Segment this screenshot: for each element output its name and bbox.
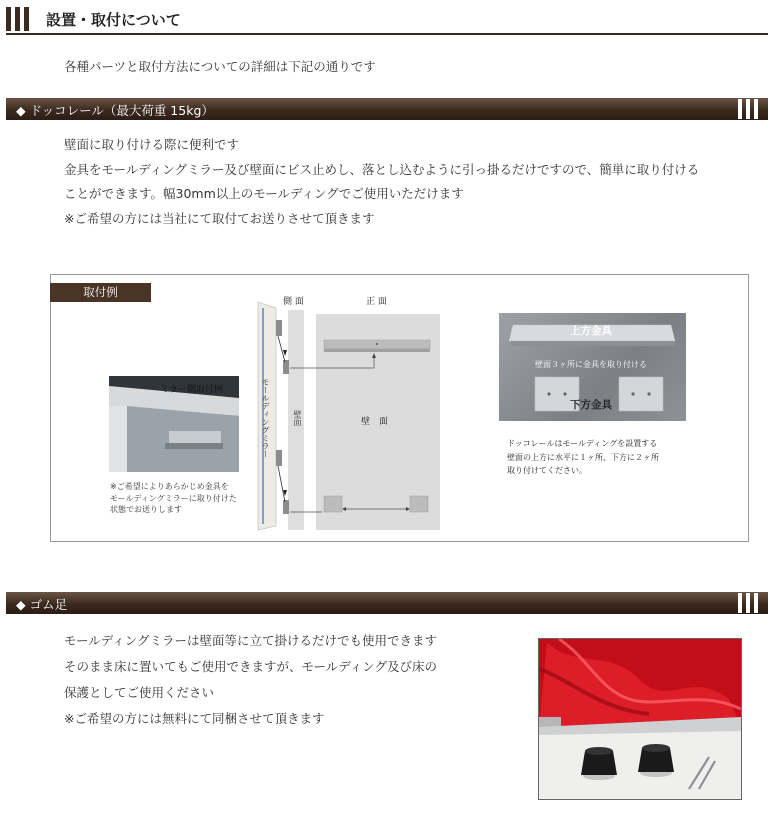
bracket-description: [507, 437, 659, 478]
body-line: 金具をモールディングミラー及び壁面にビス止めし、落とし込むように引っ掛るだけですので、簡単に取り付ける: [64, 161, 700, 177]
page-title: 設置・取付について: [46, 11, 181, 29]
lower-bracket-label: 下方金具: [570, 399, 612, 411]
body-line: モールディングミラーは壁面等に立て掛けるだけでも使用できます: [64, 633, 438, 648]
upper-bracket-label: 上方金具: [570, 325, 612, 337]
body-line: 保護としてご使用ください: [64, 685, 215, 700]
bracket-note: 壁面３ヶ所に金具を取り付ける: [535, 360, 647, 369]
photo-note-line: ※ご希望によりあらかじめ金具を: [110, 482, 229, 491]
section-title: ◆ ゴム足: [16, 597, 68, 612]
front-view-label: 正 面: [366, 297, 387, 307]
description-line: ドッコレールはモールディングを設置する: [507, 439, 658, 448]
description-line: 取り付けてください。: [507, 466, 587, 475]
example-tag: 取付例: [50, 283, 151, 302]
section-bars-icon: [738, 593, 764, 613]
body-line: ※ご希望の方には当社にて取付てお送りさせて頂きます: [64, 210, 375, 226]
photo-note: [110, 481, 237, 516]
photo-note-line: 状態でお送りします: [110, 505, 182, 514]
section2-body: [64, 628, 437, 732]
mirror-side-label: モールディングミラー: [261, 378, 270, 458]
description-line: 壁面の上方に水平に１ヶ所、下方に２ヶ所: [507, 452, 659, 462]
section-bar-dokko-rail: [6, 98, 768, 120]
section-bar-rubber-feet: [6, 592, 768, 614]
body-line: そのまま床に置いてもご使用できますが、モールディング及び床の: [64, 659, 438, 674]
mounting-diagram: [254, 300, 444, 532]
intro-text: 各種パーツと取付方法についての詳細は下記の通りです: [64, 59, 376, 74]
section-title: ◆ ドッコレール（最大荷重 15kg）: [16, 103, 214, 118]
section1-body: [64, 133, 699, 231]
rubber-feet-photo: [538, 638, 742, 800]
wall-side-label: 壁面: [293, 410, 302, 426]
photo-note-line: モールディングミラーに取り付けた: [110, 493, 237, 503]
photo-caption: ミラー側取付例: [160, 385, 224, 395]
body-line: 壁面に取り付ける際に便利です: [64, 137, 240, 152]
side-view-label: 側 面: [283, 297, 304, 307]
body-line: ※ご希望の方には無料にて同梱させて頂きます: [64, 711, 325, 726]
section-bars-icon: [738, 99, 764, 119]
heading-bars-icon: [6, 7, 36, 31]
page-heading: [6, 5, 768, 35]
body-line: ことができます。幅30mm以上のモールディングでご使用いただけます: [64, 186, 464, 201]
wall-front-label: 壁 面: [361, 417, 389, 427]
